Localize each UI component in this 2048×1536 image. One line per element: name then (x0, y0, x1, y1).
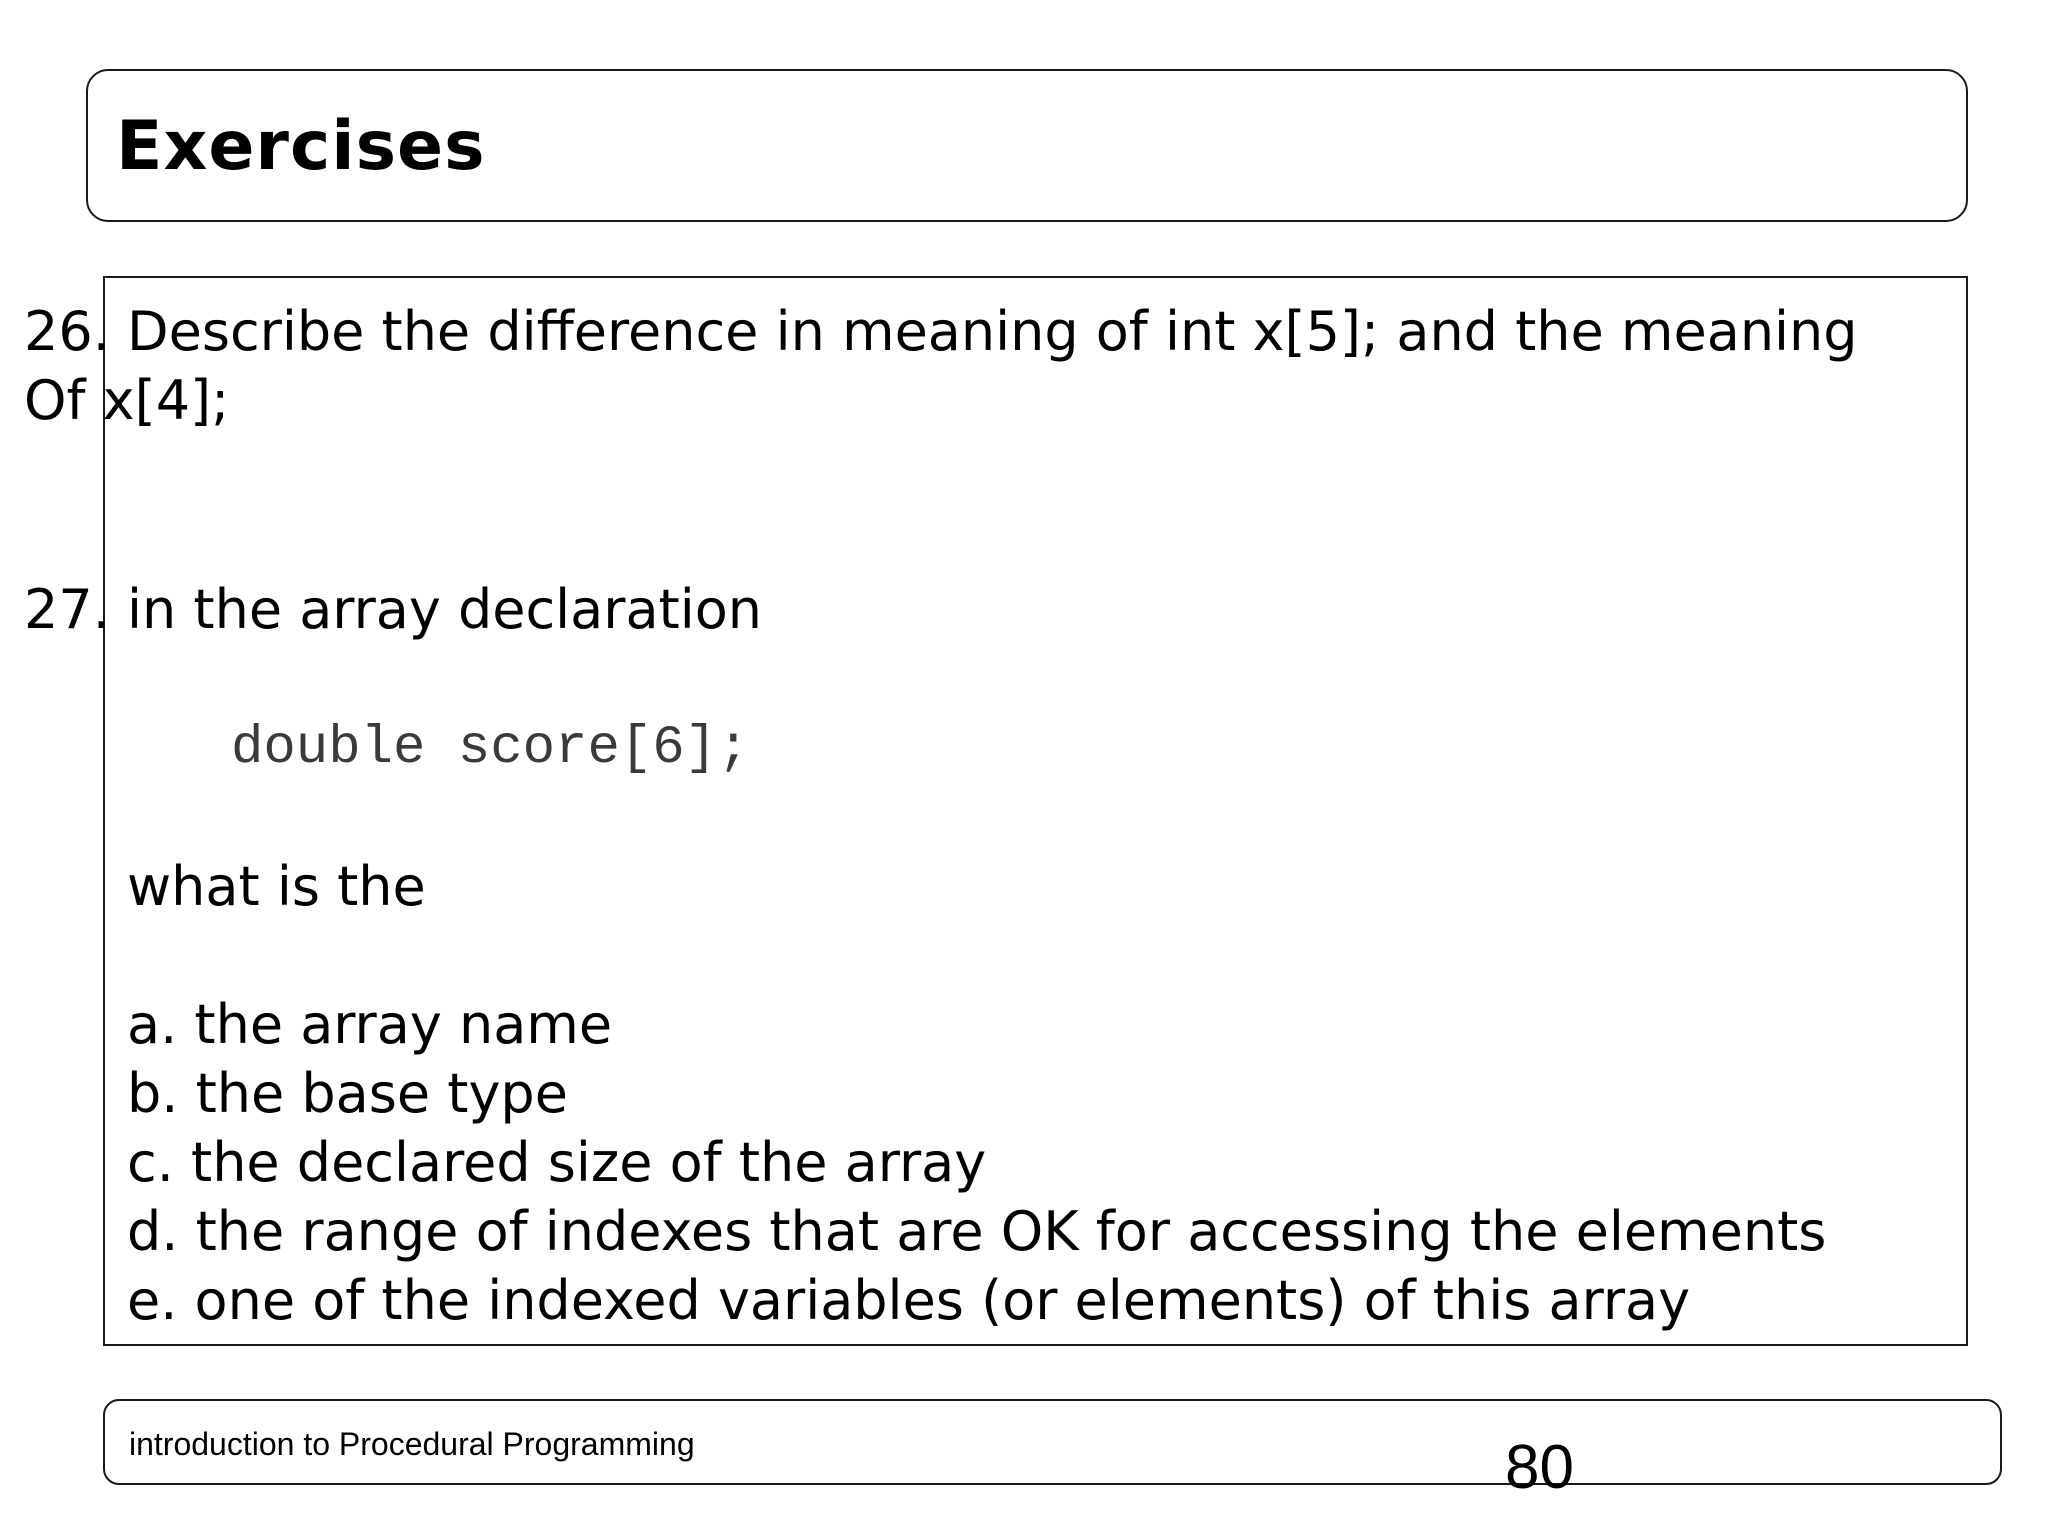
code-declaration: double score[6]; (231, 718, 750, 779)
slide-title-box (86, 69, 1968, 222)
question-27-item-a: a. the array name (127, 993, 613, 1056)
question-27-item-d: d. the range of indexes that are OK for accessing the elements (127, 1200, 1827, 1263)
question-26-line-1: 26. Describe the difference in meaning of int x[5]; and the meaning (24, 300, 1858, 363)
page-number: 80 (1505, 1433, 1574, 1502)
footer-course-name: introduction to Procedural Programming (129, 1426, 695, 1462)
slide-title: Exercises (116, 107, 486, 186)
question-27-intro: 27. in the array declaration (24, 578, 762, 641)
question-26-line-2: Of x[4]; (24, 369, 230, 432)
question-27-prompt: what is the (127, 855, 426, 918)
footer-box (103, 1399, 2002, 1485)
question-27-item-b: b. the base type (127, 1062, 568, 1125)
question-27-item-e: e. one of the indexed variables (or elements) of this array (127, 1269, 1691, 1332)
question-27-item-c: c. the declared size of the array (127, 1131, 987, 1194)
